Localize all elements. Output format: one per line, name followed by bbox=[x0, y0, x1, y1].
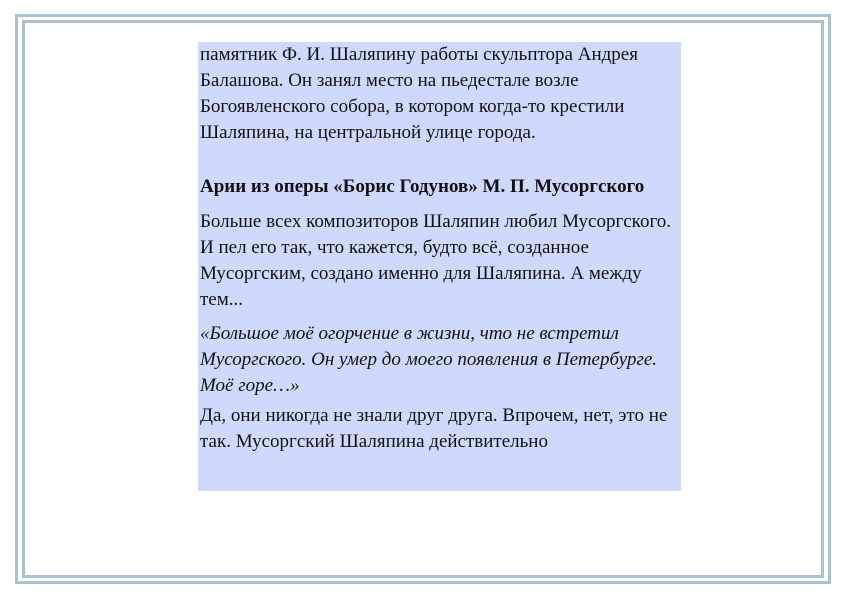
main-paragraph: Больше всех композиторов Шаляпин любил Мусоргского. И пел его так, что кажется, будто всё, созданное Мусоргским, создано именно для Шаляпина. А между тем... bbox=[200, 211, 672, 310]
section-heading: Арии из оперы «Борис Годунов» М. П. Мусоргского bbox=[200, 176, 645, 197]
text-box[interactable] bbox=[198, 42, 681, 491]
intro-paragraph: памятник Ф. И. Шаляпину работы скульптора Андрея Балашова. Он занял место на пьедестале возле Богоявленского собора, в котором когда-то крестили Шаляпина, на центральной улице города. bbox=[200, 44, 638, 143]
quote-paragraph: «Большое моё огорчение в жизни, что не встретил Мусоргского. Он умер до моего появления в Петербурге. Моё горе…» bbox=[200, 323, 658, 396]
closing-paragraph: Да, они никогда не знали друг друга. Впрочем, нет, это не так. Мусоргский Шаляпина действительно bbox=[200, 405, 668, 452]
